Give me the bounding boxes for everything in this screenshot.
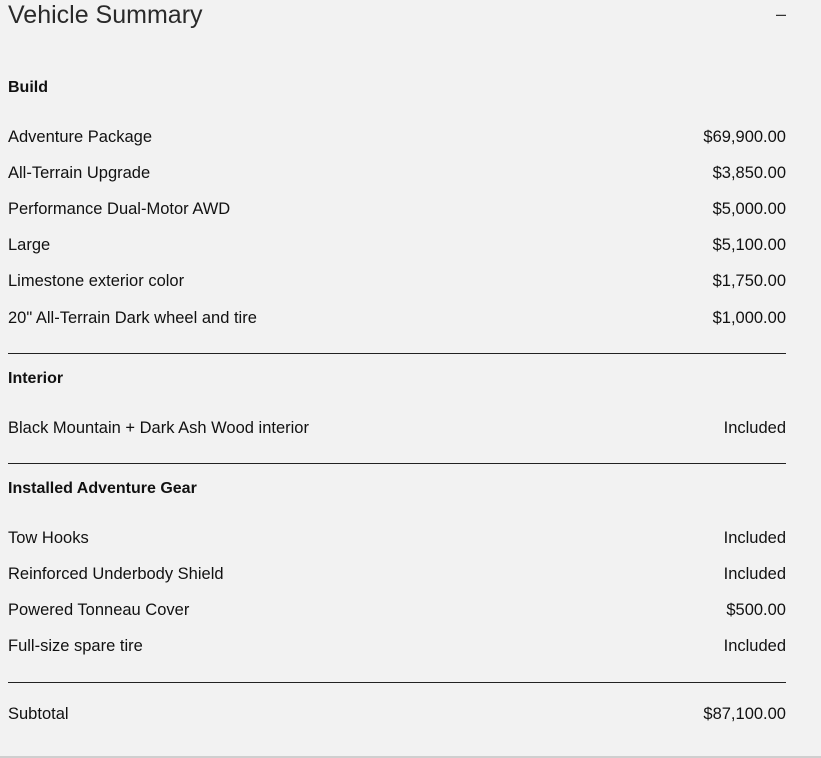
- section-title-build: Build: [8, 79, 48, 96]
- line-item-price: $5,000.00: [712, 199, 786, 218]
- line-item: [8, 300, 786, 336]
- line-item-price: $500.00: [726, 601, 786, 620]
- section-title-interior: Interior: [8, 370, 64, 388]
- line-item: [8, 629, 786, 665]
- line-item: [8, 191, 786, 227]
- line-item-price: Included: [723, 528, 786, 547]
- subtotal-label: Subtotal: [8, 704, 69, 723]
- line-item: [8, 264, 786, 300]
- line-item-price: $5,100.00: [712, 236, 786, 255]
- summary-header: [8, 0, 786, 70]
- line-item-label: Black Mountain + Dark Ash Wood interior: [8, 418, 309, 437]
- section-divider: [8, 463, 786, 464]
- section-title-adventure-gear: Installed Adventure Gear: [8, 480, 197, 498]
- vehicle-summary-panel: [8, 0, 786, 732]
- line-item-label: 20" All-Terrain Dark wheel and tire: [8, 308, 257, 327]
- subtotal-row: [8, 696, 786, 732]
- section-divider: [8, 353, 786, 354]
- line-item: [8, 557, 786, 593]
- line-item: [8, 228, 786, 264]
- line-item-price: $3,850.00: [712, 163, 786, 182]
- line-item-label: All-Terrain Upgrade: [8, 163, 151, 182]
- line-item-price: Included: [723, 418, 786, 437]
- line-item: [8, 119, 786, 155]
- line-item: [8, 155, 786, 191]
- line-item-label: Large: [8, 236, 51, 255]
- section-interior: [8, 367, 786, 446]
- line-item: [8, 520, 786, 556]
- line-item-price: Included: [723, 637, 786, 656]
- section-build: [8, 76, 786, 336]
- line-item: [8, 410, 786, 446]
- line-item-price: Included: [723, 565, 786, 584]
- collapse-icon[interactable]: –: [775, 4, 786, 24]
- line-item: [8, 593, 786, 629]
- line-item-label: Tow Hooks: [8, 528, 89, 547]
- line-item-label: Reinforced Underbody Shield: [8, 565, 224, 584]
- section-adventure-gear: [8, 477, 786, 665]
- line-item-label: Full-size spare tire: [8, 637, 143, 656]
- page-title: Vehicle Summary: [8, 1, 203, 29]
- line-item-price: $1,000.00: [712, 308, 786, 327]
- subtotal-value: $87,100.00: [703, 704, 786, 723]
- line-item-label: Performance Dual-Motor AWD: [8, 199, 231, 218]
- section-divider: [8, 682, 786, 683]
- line-item-label: Limestone exterior color: [8, 272, 185, 291]
- line-item-label: Adventure Package: [8, 127, 153, 146]
- line-item-price: $69,900.00: [703, 127, 786, 146]
- line-item-label: Powered Tonneau Cover: [8, 601, 190, 620]
- line-item-price: $1,750.00: [712, 272, 786, 291]
